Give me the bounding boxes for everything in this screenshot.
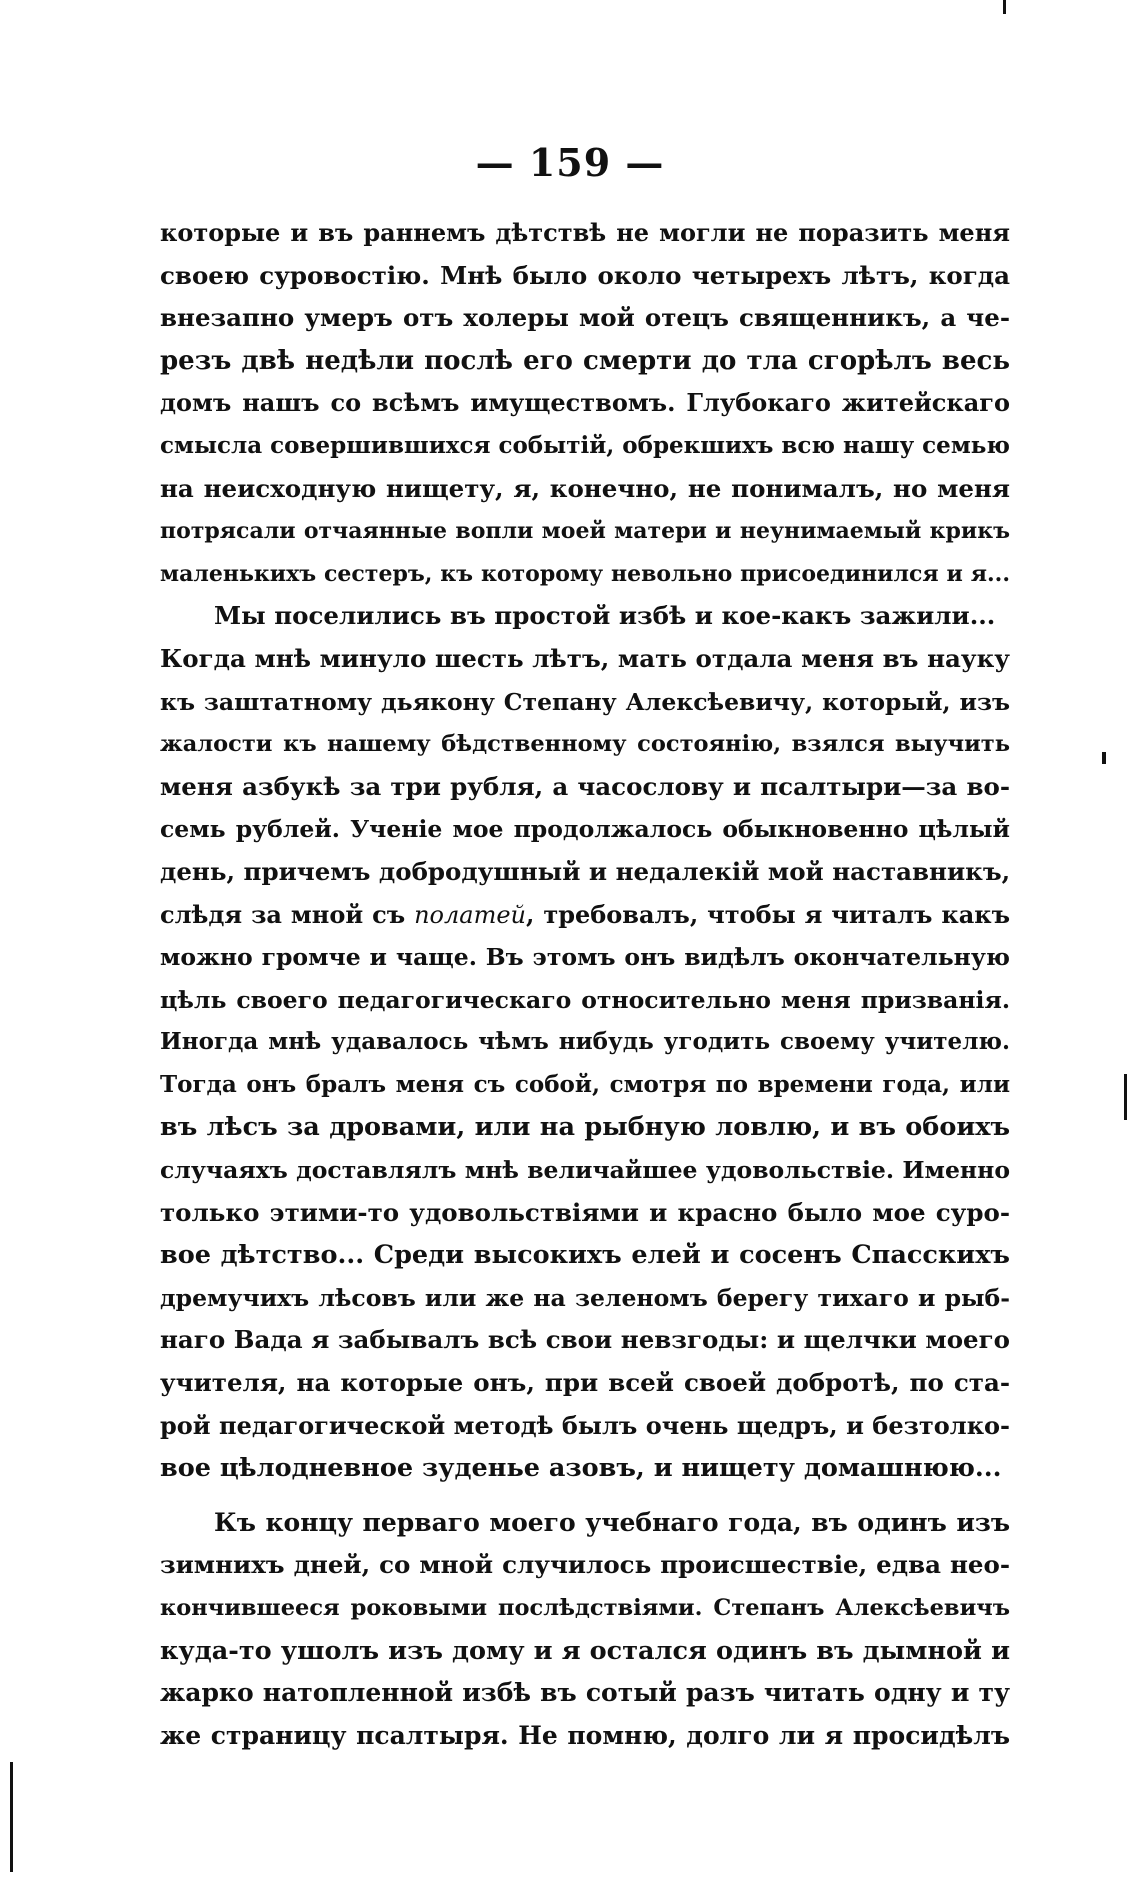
page-number: — 159 —	[475, 140, 665, 185]
text-line: учителя, на которые онъ, при всей своей добротѣ, по ста-	[160, 1368, 1010, 1398]
text-line: вое дѣтство... Среди высокихъ елей и сосенъ Спасскихъ	[160, 1240, 1010, 1271]
text-line: вое цѣлодневное зуденье азовъ, и нищету домашнюю...	[160, 1453, 1002, 1484]
text-line: цѣль своего педагогическаго относительно меня призванія.	[160, 985, 1010, 1014]
text-fragment: слѣдя за мной съ	[160, 899, 415, 929]
body-text	[160, 212, 1010, 1757]
text-line: маленькихъ сестеръ, къ которому невольно присоединился и я...	[160, 560, 1010, 587]
text-line: дремучихъ лѣсовъ или же на зеленомъ берегу тихаго и рыб-	[160, 1283, 1010, 1312]
text-line: Мы поселились въ простой избѣ и кое-какъ зажили...	[214, 601, 996, 631]
scan-mark	[10, 1762, 13, 1872]
text-line: своею суровостію. Мнѣ было около четырехъ лѣтъ, когда	[160, 260, 1010, 290]
text-line: жарко натопленной избѣ въ сотый разъ читать одну и ту	[160, 1678, 1010, 1708]
text-line: случаяхъ доставлялъ мнѣ величайшее удовольствіе. Именно	[160, 1156, 1010, 1185]
text-line: наго Вада я забывалъ всѣ свои невзгоды: и щелчки моего	[160, 1325, 1010, 1355]
text-line: кончившееся роковыми послѣдствіями. Степанъ Алексѣевичъ	[160, 1595, 1010, 1621]
text-line: семь рублей. Ученіе мое продолжалось обыкновенно цѣлый	[160, 815, 1010, 844]
text-line: Когда мнѣ минуло шесть лѣтъ, мать отдала меня въ науку	[160, 643, 1010, 673]
text-line: жалости къ нашему бѣдственному состоянію, взялся выучить	[160, 731, 1010, 758]
text-line: внезапно умеръ отъ холеры мой отецъ священникъ, а че-	[160, 303, 1010, 333]
text-line: Къ концу перваго моего учебнаго года, въ одинъ изъ	[214, 1507, 1010, 1537]
text-line: смысла совершившихся событій, обрекшихъ всю нашу семью	[160, 431, 1010, 459]
text-line: Иногда мнѣ удавалось чѣмъ нибудь угодить своему учителю.	[160, 1028, 1010, 1056]
text-line: въ лѣсъ за дровами, или на рыбную ловлю, и въ обоихъ	[160, 1112, 1010, 1143]
text-line: меня азбукѣ за три рубля, а часослову и псалтыри—за во-	[160, 771, 1010, 801]
text-line: которые и въ раннемъ дѣтствѣ не могли не поразить меня	[160, 218, 1010, 247]
text-line: Тогда онъ бралъ меня съ собой, смотря по времени года, или	[160, 1070, 1010, 1098]
text-line: день, причемъ добродушный и недалекій мой наставникъ,	[160, 856, 1010, 886]
text-line: къ заштатному дьякону Степану Алексѣевичу, который, изъ	[160, 687, 1010, 716]
text-line: только этими-то удовольствіями и красно было мое суро-	[160, 1197, 1010, 1227]
text-line: зимнихъ дней, со мной случилось происшествіе, едва нео-	[160, 1550, 1010, 1580]
text-line: можно громче и чаще. Въ этомъ онъ видѣлъ окончательную	[160, 943, 1010, 972]
scan-mark	[1003, 0, 1006, 14]
text-line: рой педагогической методѣ былъ очень щедръ, и безтолко-	[160, 1410, 1010, 1440]
text-line-with-italic	[160, 894, 1010, 937]
text-line: резъ двѣ недѣли послѣ его смерти до тла сгорѣлъ весь	[160, 345, 1010, 376]
scan-mark	[1102, 752, 1106, 764]
text-line: куда-то ушолъ изъ дому и я остался одинъ въ дымной и	[160, 1635, 1010, 1666]
text-line: на неисходную нищету, я, конечно, не понималъ, но меня	[160, 473, 1010, 503]
text-fragment: , требовалъ, чтобы я читалъ какъ	[526, 899, 1010, 929]
italic-word: полатей	[414, 900, 527, 929]
text-line: же страницу псалтыря. Не помню, долго ли я просидѣлъ	[160, 1720, 1010, 1750]
scan-mark	[1124, 1074, 1127, 1120]
text-line: потрясали отчаянные вопли моей матери и неунимаемый крикъ	[160, 518, 1010, 545]
text-line: домъ нашъ со всѣмъ имуществомъ. Глубокаго житейскаго	[160, 388, 1010, 418]
